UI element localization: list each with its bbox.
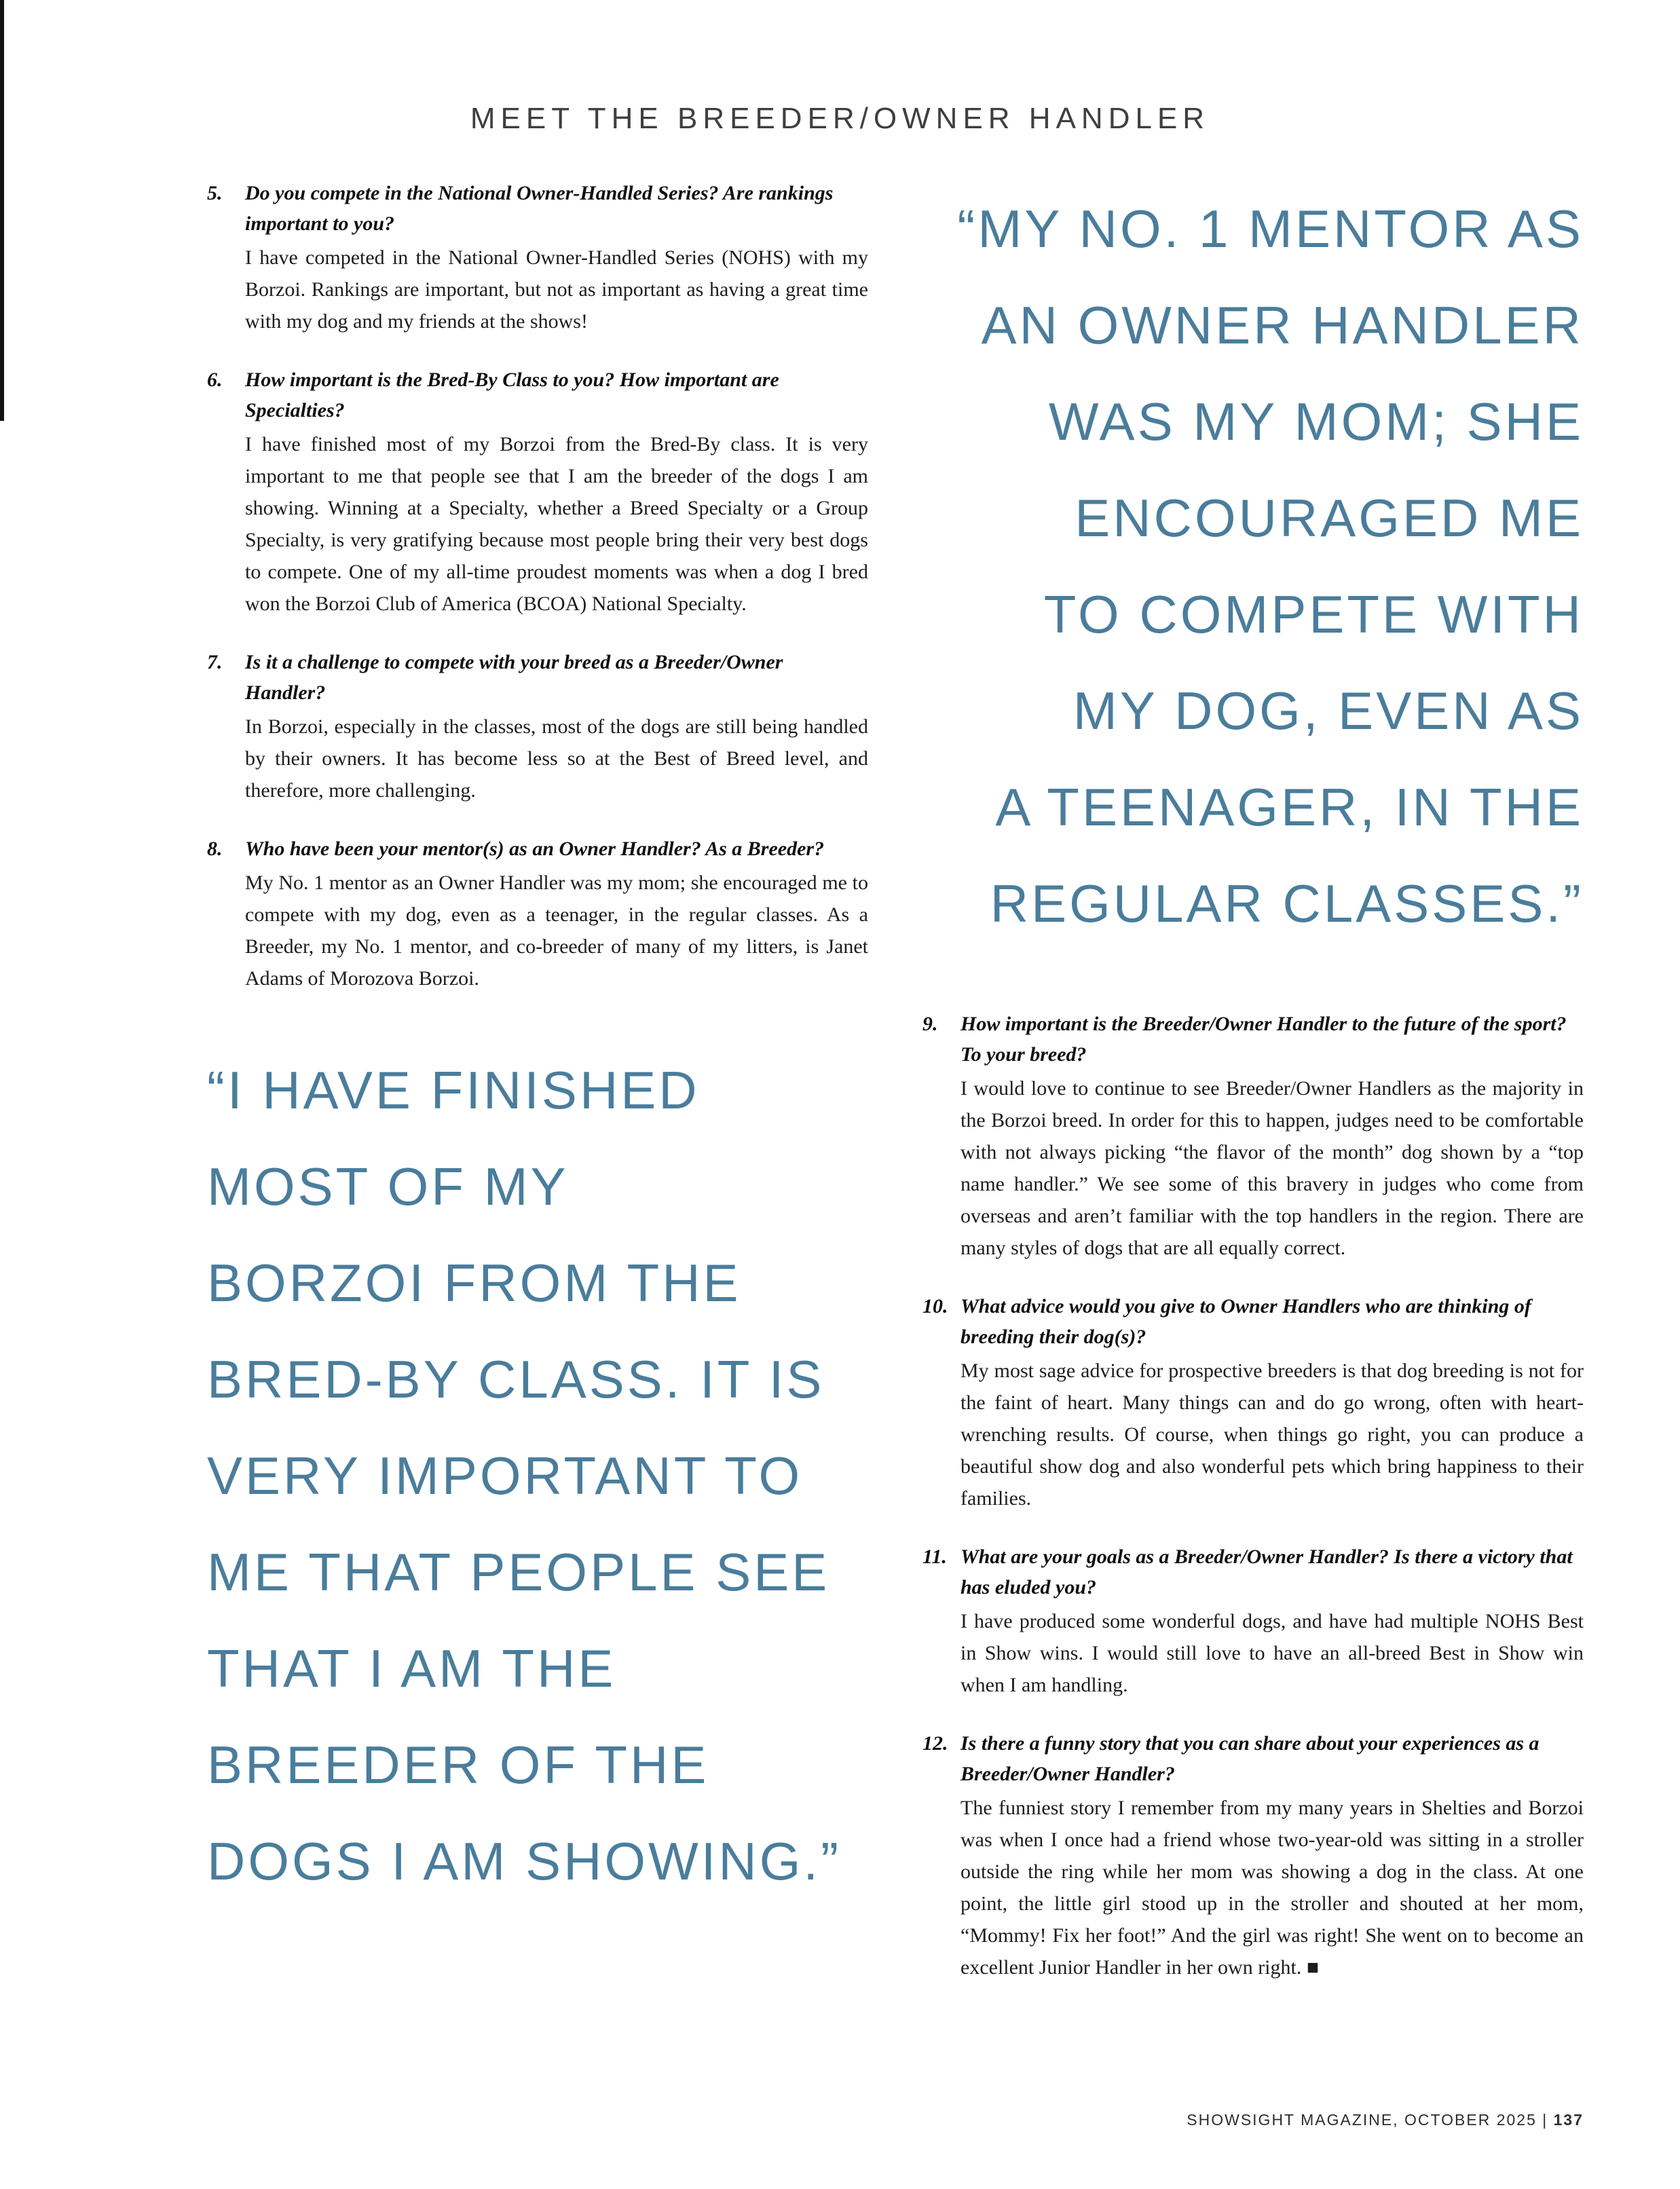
answer-text: My most sage advice for prospective breeders is that dog breeding is not for the faint of heart. Many things can and do go wrong, often with heart-wrenching results. Of course, when things go right, you can produce a beautiful show dog and also wonderful pets which bring happiness to their families. bbox=[960, 1360, 1584, 1510]
question bbox=[922, 1291, 1584, 1352]
question-text: Is it a challenge to compete with your breed as a Breeder/Owner Handler? bbox=[245, 651, 783, 704]
pull-quote-line: AN OWNER HANDLER bbox=[981, 295, 1584, 355]
question-number: 8. bbox=[207, 838, 223, 860]
answer-text: In Borzoi, especially in the classes, most of the dogs are still being handled by their owners. It has become less so at the Best of Breed level, and therefore, more challenging. bbox=[245, 715, 868, 802]
pull-quote-line: WAS MY MOM; SHE bbox=[1048, 392, 1584, 451]
question-number: 6. bbox=[207, 369, 223, 391]
pull-quote-line: THAT I AM THE bbox=[207, 1639, 616, 1698]
question bbox=[922, 1728, 1584, 1789]
question-block-6 bbox=[207, 364, 868, 620]
question-number: 11. bbox=[922, 1546, 947, 1568]
question bbox=[207, 364, 868, 426]
pull-quote-line: ENCOURAGED ME bbox=[1075, 488, 1584, 548]
question-block-10 bbox=[922, 1291, 1584, 1514]
pull-quote-line: BREEDER OF THE bbox=[207, 1735, 709, 1795]
question-block-9 bbox=[922, 1009, 1584, 1264]
question-block-12 bbox=[922, 1728, 1584, 1983]
answer-text: I would love to continue to see Breeder/Owner Handlers as the majority in the Borzoi breed. In order for this to happen, judges need to be comfortable with not always picking “the flavor of the month” dog shown by a “top name handler.” We see some of this bravery in judges who come from overseas and aren’t familiar with the top handlers in the region. There are many styles of dogs that are all equally correct. bbox=[960, 1077, 1584, 1259]
question-text: What advice would you give to Owner Handlers who are thinking of breeding their dog(s)? bbox=[960, 1295, 1531, 1348]
page-title: MEET THE BREEDER/OWNER HANDLER bbox=[470, 102, 1210, 135]
question-block-7 bbox=[207, 647, 868, 806]
pull-quote-line: “MY NO. 1 MENTOR AS bbox=[957, 199, 1584, 259]
pull-quote-line: “I HAVE FINISHED bbox=[207, 1060, 700, 1120]
question-number: 5. bbox=[207, 182, 223, 204]
pull-quote-line: BORZOI FROM THE bbox=[207, 1253, 741, 1313]
question-number: 10. bbox=[922, 1295, 948, 1317]
question bbox=[922, 1541, 1584, 1603]
pull-quote-line: A TEENAGER, IN THE bbox=[995, 777, 1584, 837]
question-text: Is there a funny story that you can share about your experiences as a Breeder/Owner Handler? bbox=[960, 1732, 1539, 1785]
content-columns bbox=[207, 178, 1584, 2010]
question-number: 12. bbox=[922, 1732, 948, 1755]
question-text: Do you compete in the National Owner-Handled Series? Are rankings important to you? bbox=[245, 182, 834, 235]
page-edge-rule bbox=[0, 0, 4, 421]
question bbox=[922, 1009, 1584, 1070]
page-footer bbox=[1187, 2111, 1584, 2129]
question-block-5 bbox=[207, 178, 868, 337]
answer-text: I have produced some wonderful dogs, and have had multiple NOHS Best in Show wins. I would still love to have an all-breed Best in Show win when I am handling. bbox=[960, 1610, 1584, 1696]
left-column bbox=[207, 178, 868, 2010]
pull-quote-line: DOGS I AM SHOWING.” bbox=[207, 1831, 842, 1891]
question-block-8 bbox=[207, 834, 868, 994]
question bbox=[207, 647, 868, 708]
answer-text: My No. 1 mentor as an Owner Handler was my mom; she encouraged me to compete with my dog, even as a teenager, in the regular classes. As a Breeder, my No. 1 mentor, and co-breeder of many of my litters, is Janet Adams of Morozova Borzoi. bbox=[245, 872, 868, 990]
question bbox=[207, 178, 868, 239]
page-number: 137 bbox=[1553, 2111, 1584, 2129]
answer-text: I have finished most of my Borzoi from the Bred-By class. It is very important to me that people see that I am the breeder of the dogs I am showing. Winning at a Specialty, whether a Breed Specialty or a Group Specialty, is very gratifying because most people bring their very best dogs to compete. One of my all-time proudest moments was when a dog I bred won the Borzoi Club of America (BCOA) National Specialty. bbox=[245, 433, 868, 615]
answer-text: I have competed in the National Owner-Handled Series (NOHS) with my Borzoi. Rankings are important, but not as important as having a great time with my dog and my friends at the shows! bbox=[245, 246, 868, 333]
pull-quote-left bbox=[207, 1042, 868, 1909]
pull-quote-line: REGULAR CLASSES.” bbox=[990, 874, 1584, 933]
question-text: Who have been your mentor(s) as an Owner Handler? As a Breeder? bbox=[245, 838, 825, 860]
answer-text: The funniest story I remember from my many years in Shelties and Borzoi was when I once had a friend whose two-year-old was sitting in a stroller outside the ring while her mom was showing a dog in the class. At one point, the little girl stood up in the stroller and shouted at her mom, “Mommy! Fix her foot!” And the girl was right! She went on to become an excellent Junior Handler in her own right. ■ bbox=[960, 1797, 1584, 1979]
right-column bbox=[922, 178, 1584, 2010]
pull-quote-line: MY DOG, EVEN AS bbox=[1072, 681, 1584, 741]
pull-quote-line: MOST OF MY bbox=[207, 1157, 569, 1216]
question bbox=[207, 834, 868, 864]
question-number: 7. bbox=[207, 651, 223, 673]
question-number: 9. bbox=[922, 1013, 938, 1035]
pull-quote-right bbox=[922, 181, 1584, 952]
question-text: How important is the Bred-By Class to you? How important are Specialties? bbox=[245, 369, 779, 422]
pull-quote-line: BRED-BY CLASS. IT IS bbox=[207, 1349, 825, 1409]
pull-quote-line: VERY IMPORTANT TO bbox=[207, 1446, 803, 1505]
pull-quote-line: ME THAT PEOPLE SEE bbox=[207, 1542, 830, 1602]
question-text: What are your goals as a Breeder/Owner Handler? Is there a victory that has eluded you? bbox=[960, 1546, 1573, 1598]
question-block-11 bbox=[922, 1541, 1584, 1701]
question-text: How important is the Breeder/Owner Handler to the future of the sport? To your breed? bbox=[960, 1013, 1567, 1066]
footer-text: SHOWSIGHT MAGAZINE, OCTOBER 2025 | bbox=[1187, 2111, 1554, 2129]
pull-quote-line: TO COMPETE WITH bbox=[1043, 584, 1584, 644]
